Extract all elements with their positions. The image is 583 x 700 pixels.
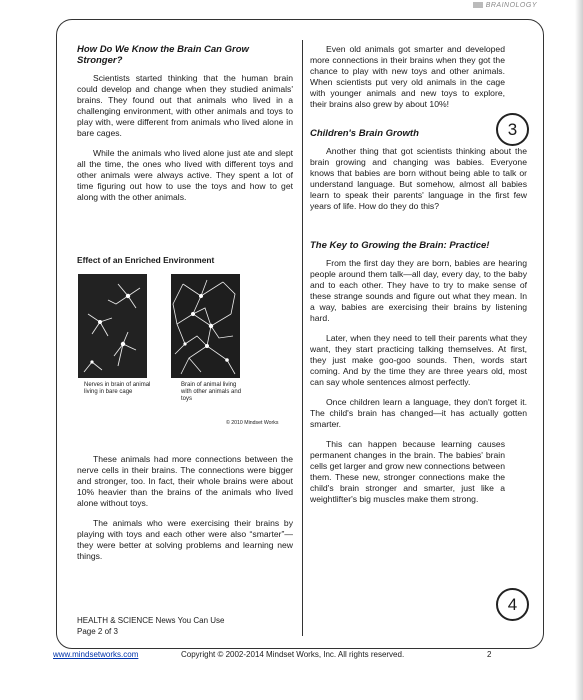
left-paragraph-2: While the animals who lived alone just ate and slept all the time, the ones who lived with different toys and other animals were always active. They spent a lot of time figuring out how to use the toys and how to get along with the other animals. [77,148,293,202]
brain-image-bare-cage [78,274,147,378]
newsletter-footer [77,615,224,637]
lightning-icon [473,2,483,8]
newsletter-name: HEALTH & SCIENCE News You Can Use [77,616,225,625]
caption-enriched: Brain of animal living with other animals and toys [181,382,242,403]
page-of-pages: Page 2 of 3 [77,627,118,636]
right-paragraph-4: Later, when they need to tell their parents what they want, they start practicing talking themselves. At first, they just make goo-goo sounds. Then, words start coming. And by the time they are three years old, most can say whole sentences almost perfectly. [310,333,527,387]
right-paragraph-2: Another thing that got scientists thinking about the brain growing and changing was babies. Everyone knows that babies are born without being able to talk or understand language. But somehow, almost all babies learn to speak their parents' language in the first few years of life. How do they do this? [310,146,527,211]
website-link[interactable]: www.mindsetworks.com [53,650,139,659]
figure-title: Effect of an Enriched Environment [77,255,215,265]
brand-logo [473,2,537,9]
right-paragraph-5: Once children learn a language, they don't forget it. The child's brain has changed—it has actually gotten smarter. [310,397,527,429]
right-heading-1: Children's Brain Growth [310,128,419,139]
right-column [310,44,527,514]
figure-copyright: © 2010 Mindset Works [226,420,279,426]
left-paragraph-1: Scientists started thinking that the human brain could develop and change when they studied animals' brains. They found out that animals who lived in a challenging environment, with other animals and toys to play with, were different from animals who lived alone in bare cages. [77,73,293,138]
right-paragraph-6: This can happen because learning causes permanent changes in the brain. The babies' brain cells get larger and grow new connections between them. These new, stronger connections make the child's brain stronger and smarter, just like a weightlifter's big muscles make them strong. [310,439,505,504]
page-marker-4: 4 [496,588,529,621]
right-paragraph-1: Even old animals got smarter and developed more connections in their brains when they got the chance to play with new toys and other animals. When scientists put very old animals in the cage with younger animals and new toys to explore, their brains also grew by about 10%! [310,44,505,109]
right-heading-2: The Key to Growing the Brain: Practice! [310,240,490,251]
brand-text: BRAINOLOGY [485,2,537,9]
page-marker-3: 3 [496,113,529,146]
brain-image-enriched [171,274,240,378]
left-column-top [77,44,293,212]
right-paragraph-3: From the first day they are born, babies are hearing people around them talk—all day, every day, to the baby and to each other. They have to try to make sense of these strange sounds and figure out what they mean. In a way, babies are exercising their brains by listening hard. [310,258,527,323]
left-heading: How Do We Know the Brain Can Grow Stronger? [77,44,249,66]
left-paragraph-3: These animals had more connections between the nerve cells in their brains. The connections were bigger and stronger, too. In fact, their whole brains were about 10% heavier than the brains of the animals who lived alone without toys. [77,454,293,508]
page-shadow [575,0,583,700]
left-paragraph-4: The animals who were exercising their brains by playing with toys and each other were also “smarter”—they were better at solving problems and learning new things. [77,518,293,561]
caption-bare-cage: Nerves in brain of animal living in bare cage [84,382,151,396]
left-column-bottom [77,454,293,571]
page-number: 2 [487,650,492,659]
copyright-text: Copyright © 2002-2014 Mindset Works, Inc. All rights reserved. [181,650,405,659]
column-divider [302,40,303,636]
